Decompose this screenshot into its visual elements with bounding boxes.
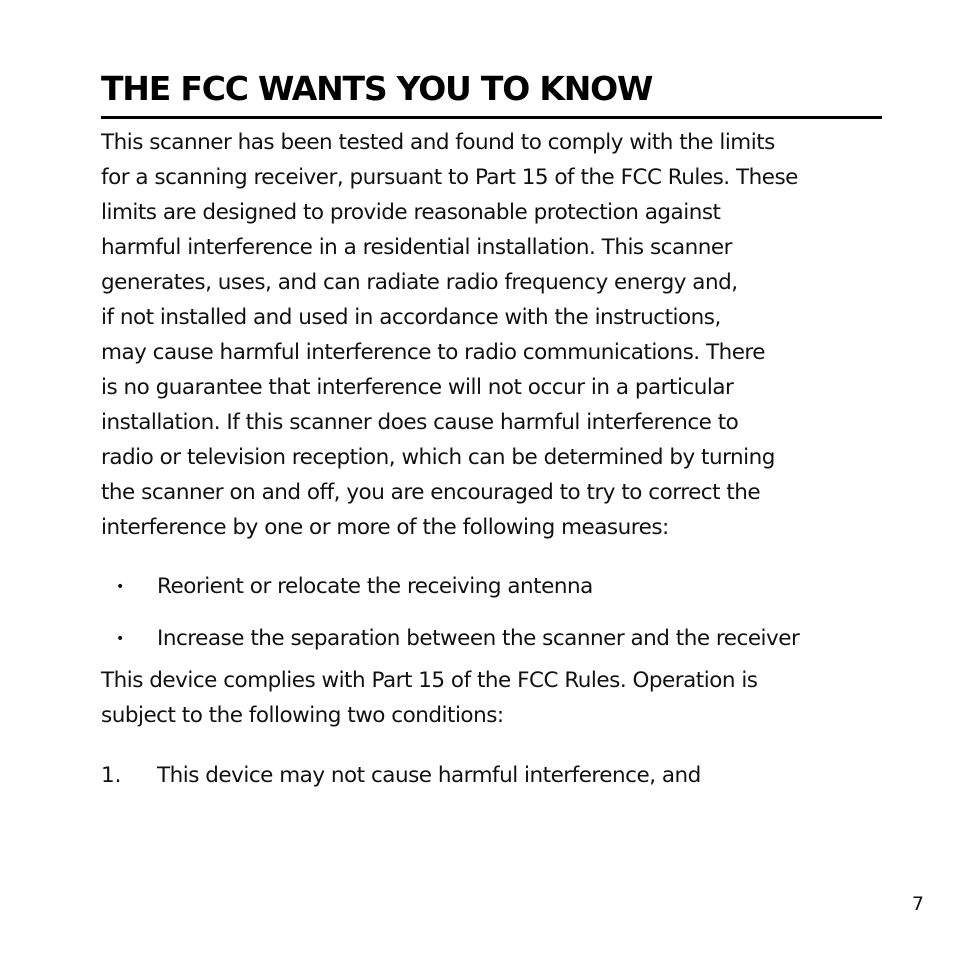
paragraph-line: subject to the following two conditions: xyxy=(101,703,504,728)
paragraph-line: may cause harmful interference to radio communications. There xyxy=(101,340,766,365)
paragraph-line: limits are designed to provide reasonable protection against xyxy=(101,200,721,225)
paragraph-line: harmful interference in a residential installation. This scanner xyxy=(101,235,732,260)
paragraph-line: interference by one or more of the following measures: xyxy=(101,515,669,540)
paragraph-line: the scanner on and off, you are encouraged to try to correct the xyxy=(101,480,761,505)
bullet-icon: • xyxy=(116,579,125,595)
list-item-text: Reorient or relocate the receiving antenna xyxy=(157,574,593,599)
heading-underline xyxy=(101,116,882,119)
paragraph-line: This scanner has been tested and found to comply with the limits xyxy=(101,130,775,155)
paragraph-line: if not installed and used in accordance with the instructions, xyxy=(101,305,721,330)
list-item-text: Increase the separation between the scanner and the receiver xyxy=(157,626,800,651)
paragraph-line: for a scanning receiver, pursuant to Part 15 of the FCC Rules. These xyxy=(101,165,798,190)
paragraph-line: This device complies with Part 15 of the FCC Rules. Operation is xyxy=(101,668,758,693)
paragraph-line: installation. If this scanner does cause harmful interference to xyxy=(101,410,739,435)
page-number: 7 xyxy=(911,893,924,915)
list-item-text: This device may not cause harmful interference, and xyxy=(157,763,701,788)
bullet-icon: • xyxy=(116,631,125,647)
section-heading: THE FCC WANTS YOU TO KNOW xyxy=(101,69,653,108)
list-number: 1. xyxy=(101,763,122,788)
paragraph-line: generates, uses, and can radiate radio frequency energy and, xyxy=(101,270,738,295)
paragraph-line: is no guarantee that interference will not occur in a particular xyxy=(101,375,734,400)
paragraph-line: radio or television reception, which can be determined by turning xyxy=(101,445,775,470)
